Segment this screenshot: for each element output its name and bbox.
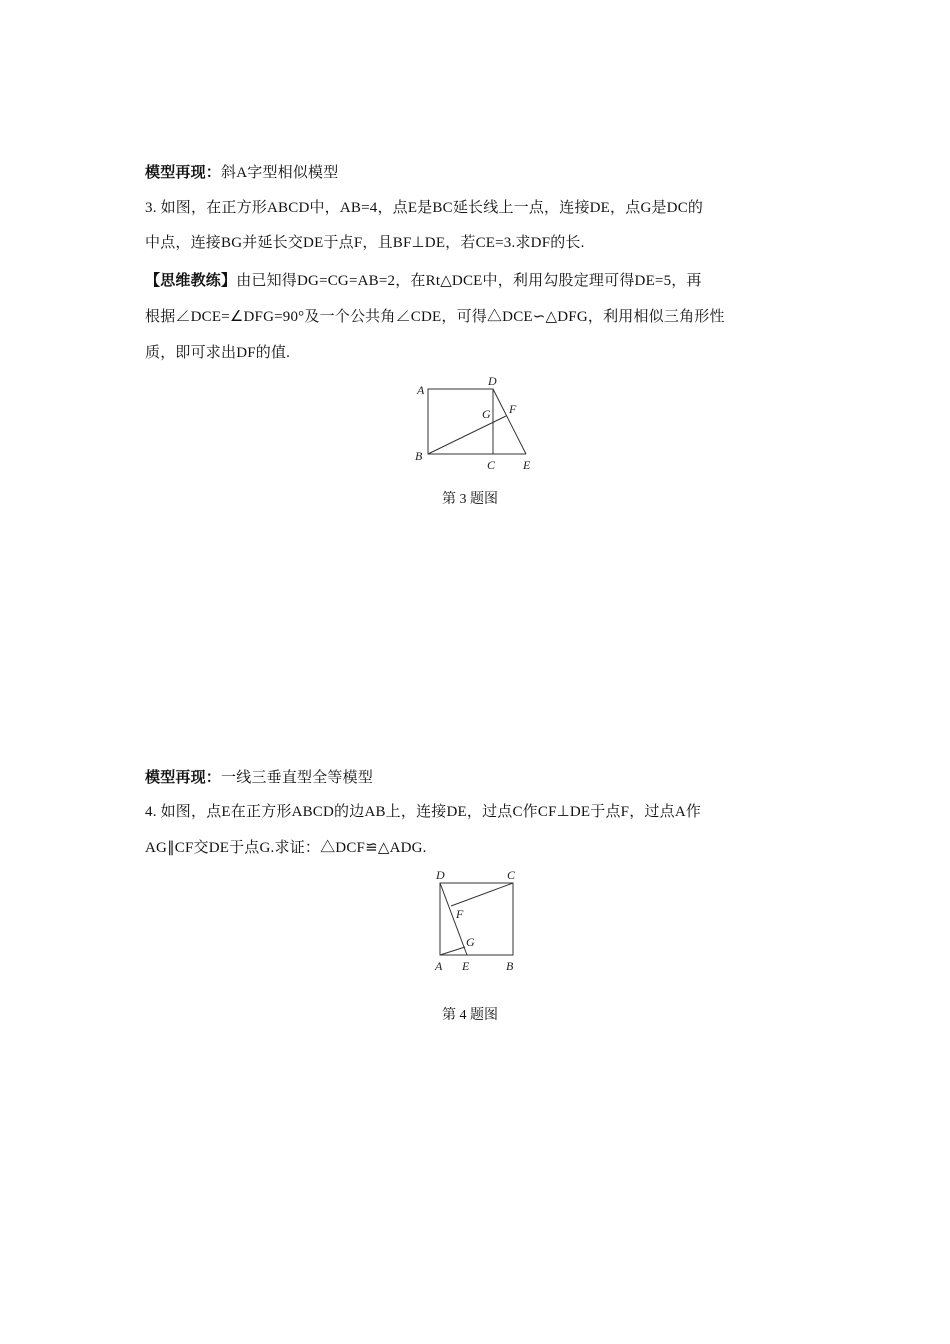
segment-cf — [451, 883, 513, 906]
problem4-figure — [425, 860, 530, 980]
problem3-statement-line-2: 中点，连接BG并延长交DE于点F，且BF⊥DE，若CE=3.求DF的长. — [145, 235, 585, 251]
problem4-statement-line-2: AG∥CF交DE于点G.求证：△DCF≌△ADG. — [145, 840, 427, 856]
segment-de — [493, 389, 526, 454]
problem4-figure-caption: 第 4 题图 — [442, 1008, 498, 1023]
label-d: D — [436, 868, 445, 882]
problem4-model-heading — [145, 767, 373, 788]
label-e: E — [462, 959, 470, 973]
label-d: D — [488, 374, 497, 388]
square-abcd — [428, 389, 493, 454]
label-g: G — [482, 407, 491, 421]
problem3-hint-line-2: 根据∠DCE=∠DFG=90°及一个公共角∠CDE，可得△DCE∽△DFG，利用相似三角形性 — [145, 309, 725, 325]
label-c: C — [487, 458, 496, 472]
label-f: F — [456, 907, 464, 921]
problem3-hint-line-1 — [145, 270, 702, 291]
problem3-hint-line-3: 质，即可求出DF的值. — [145, 345, 291, 361]
problem3-figure-caption: 第 3 题图 — [442, 492, 498, 507]
label-b: B — [506, 959, 514, 973]
model-heading-label: 模型再现： — [145, 163, 222, 181]
square-abcd — [440, 883, 513, 955]
segment-bf — [428, 416, 506, 454]
problem4-statement-line-1: 4. 如图，点E在正方形ABCD的边AB上，连接DE，过点C作CF⊥DE于点F，过点A作 — [145, 804, 702, 820]
model-heading-name: 斜A字型相似模型 — [221, 165, 339, 181]
model-heading-label: 模型再现： — [145, 768, 222, 786]
label-f: F — [509, 402, 517, 416]
label-g: G — [466, 935, 475, 949]
problem3-figure — [405, 370, 550, 480]
hint-label: 【思维教练】 — [145, 271, 237, 289]
hint-text: 由已知得DG=CG=AB=2，在Rt△DCE中，利用勾股定理可得DE=5，再 — [236, 273, 702, 289]
problem3-model-heading — [145, 162, 338, 183]
label-c: C — [507, 868, 516, 882]
label-e: E — [523, 458, 531, 472]
model-heading-name: 一线三垂直型全等模型 — [221, 770, 374, 786]
problem3-statement-line-1: 3. 如图，在正方形ABCD中，AB=4，点E是BC延长线上一点，连接DE，点G是DC的 — [145, 200, 704, 216]
segment-ag — [440, 947, 465, 955]
label-a: A — [435, 959, 443, 973]
label-b: B — [415, 449, 423, 463]
label-a: A — [417, 383, 425, 397]
